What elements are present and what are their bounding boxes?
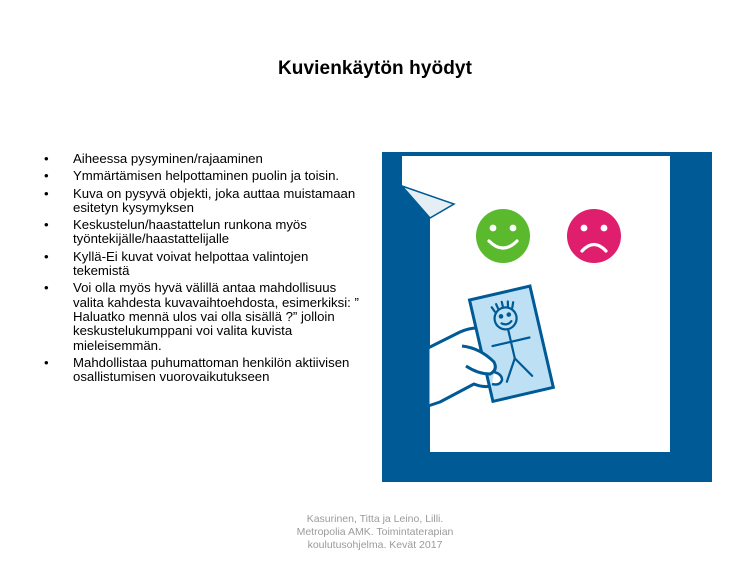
footer-line: Kasurinen, Titta ja Leino, Lilli. xyxy=(306,513,444,525)
bullet-item: • Keskustelun/haastattelun runkona myös työntekijälle/haastattelijalle xyxy=(44,218,366,247)
sad-face-icon xyxy=(567,209,621,263)
bullet-item: • Voi olla myös hyvä välillä antaa mahdollisuus valita kahdesta kuvavaihtoehdosta, esimerkiksi: ” Haluatko mennä ulos vai olla sisällä ?” jolloin keskustelukumppani voi valita kuvista mieleisemmän. xyxy=(44,281,366,352)
bullet-item: • Mahdollistaa puhumattoman henkilön aktiivisen osallistumisen vuorovaikutukseen xyxy=(44,356,366,385)
bullet-item: • Aiheessa pysyminen/rajaaminen xyxy=(44,152,366,166)
bullet-item: • Kyllä-Ei kuvat voivat helpottaa valintojen tekemistä xyxy=(44,250,366,279)
bullet-list xyxy=(44,152,366,387)
bullet-item: • Ymmärtämisen helpottaminen puolin ja toisin. xyxy=(44,169,366,183)
bullet-item: • Kuva on pysyvä objekti, joka auttaa muistamaan esitetyn kysymyksen xyxy=(44,187,366,216)
happy-face-icon xyxy=(476,209,530,263)
keskustelumatto-illustration xyxy=(382,152,712,482)
footer-line: koulutusohjelma. Kevät 2017 xyxy=(307,539,443,551)
footer-credits xyxy=(250,513,500,552)
paper-sheet-icon xyxy=(402,156,670,452)
footer-line: Metropolia AMK. Toimintaterapian xyxy=(296,526,454,538)
slide-title: Kuvienkäytön hyödyt xyxy=(277,58,473,79)
panel-label: keskustelumatto xyxy=(412,156,523,172)
